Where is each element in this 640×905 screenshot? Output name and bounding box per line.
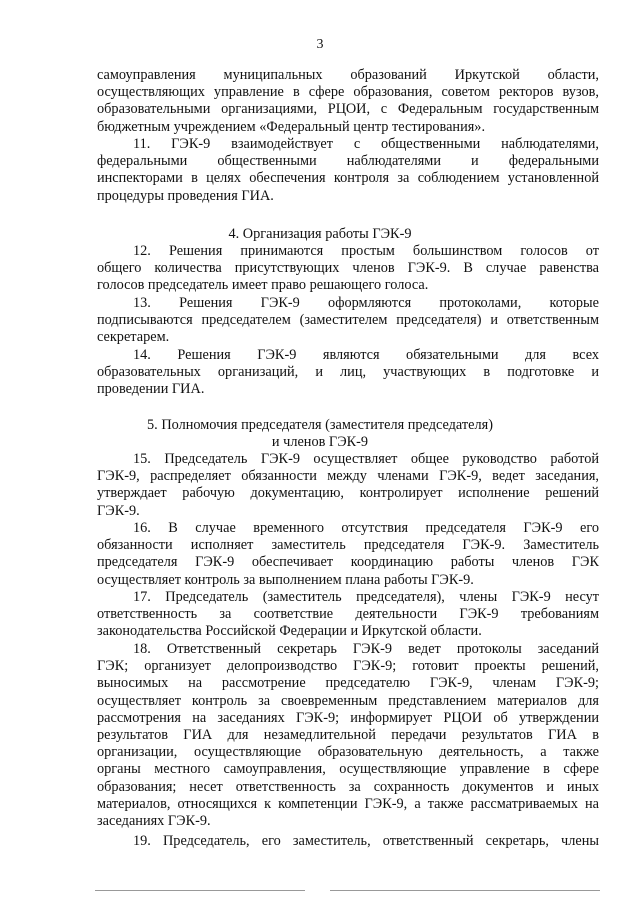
section-heading-4: 4. Организация работы ГЭК-9 (228, 226, 412, 242)
text-line: осуществляющих управление в сфере образования, советом ректоров вузов, (97, 84, 599, 101)
text-line: 16. В случае временного отсутствия председателя ГЭК-9 его (133, 520, 599, 536)
text-line: секретарем. (97, 329, 170, 346)
page-number: 3 (316, 37, 324, 52)
text-line: 13. Решения ГЭК-9 оформляются протоколами, которые (133, 295, 599, 311)
text-line: утверждает рабочую документацию, контролирует исполнение решений (97, 485, 599, 502)
text-line: 19. Председатель, его заместитель, ответственный секретарь, члены (133, 833, 599, 849)
text-line: обязанности исполняет заместитель председателя ГЭК-9. Заместитель (97, 537, 599, 554)
heading-line: 5. Полномочия председателя (заместителя председателя) (147, 417, 493, 433)
paragraph-18 (97, 641, 599, 830)
text-line: образования; несет ответственность за сохранность документов и иных (97, 778, 599, 795)
text-line: 17. Председатель (заместитель председателя), члены ГЭК-9 несут (133, 589, 599, 605)
text-line: ответственность за соответствие деятельности ГЭК-9 требованиям (97, 606, 599, 623)
text-line: результатов ГИА для незамедлительной передачи результатов ГИА в (97, 727, 599, 744)
text-line: образовательными организациями, РЦОИ, с Федеральным государственным (97, 101, 599, 118)
paragraph-14 (97, 347, 599, 399)
text-line: осуществляет контроль за своевременным представлением материалов для (97, 692, 599, 709)
paragraph-13 (97, 295, 599, 347)
text-line: осуществляет контроль за выполнением плана работы ГЭК-9. (97, 571, 474, 588)
text-line: 18. Ответственный секретарь ГЭК-9 ведет протоколы заседаний (133, 641, 599, 657)
text-line: самоуправления муниципальных образований Иркутской области, (97, 67, 599, 83)
text-line: рассмотрения на заседаниях ГЭК-9; информирует РЦОИ об утверждении (97, 709, 599, 726)
paragraph-15 (97, 451, 599, 520)
text-line: организации, осуществляющие образовательную деятельность, а также (97, 744, 599, 761)
text-line: ГЭК-9, распределяет обязанности между членами ГЭК-9, ведет заседания, (97, 468, 599, 485)
paragraph-10-continuation (97, 67, 599, 136)
text-line: процедуры проведения ГИА. (97, 187, 274, 204)
text-line: ГЭК-9. (97, 502, 140, 519)
paragraph-16 (97, 520, 599, 589)
text-line: бюджетным учреждением «Федеральный центр тестирования». (97, 118, 486, 135)
text-line: законодательства Российской Федерации и Иркутской области. (97, 623, 482, 640)
text-line: органы местного самоуправления, осуществляющие управление в сфере (97, 761, 599, 778)
section-heading-5 (0, 417, 640, 451)
paragraph-12 (97, 243, 599, 295)
text-line: выносимых на рассмотрение председателю ГЭК-9, членам ГЭК-9; (97, 675, 599, 692)
text-line: 14. Решения ГЭК-9 являются обязательными для всех (133, 347, 599, 363)
scan-edge-line (330, 890, 600, 891)
text-line: 11. ГЭК-9 взаимодействует с общественными наблюдателями, (133, 136, 599, 152)
text-line: общего количества присутствующих членов ГЭК-9. В случае равенства (97, 260, 599, 277)
text-line: ГЭК; организует делопроизводство ГЭК-9; готовит проекты решений, (97, 658, 599, 675)
text-line: голосов председатель имеет право решающего голоса. (97, 277, 429, 294)
text-line: подписываются председателем (заместителем председателя) и ответственным (97, 312, 599, 329)
text-line: 12. Решения принимаются простым большинством голосов от (133, 243, 599, 259)
text-line: проведении ГИА. (97, 381, 205, 398)
paragraph-17 (97, 589, 599, 641)
paragraph-11 (97, 136, 599, 205)
text-line: заседаниях ГЭК-9. (97, 813, 211, 830)
heading-line: и членов ГЭК-9 (271, 434, 369, 451)
scan-edge-line (95, 890, 305, 891)
text-line: материалов, относящихся к компетенции ГЭК-9, а также рассматриваемых на (97, 795, 599, 812)
text-line: председателя ГЭК-9 обеспечивает координацию работы членов ГЭК (97, 554, 599, 571)
text-line: федеральными общественными наблюдателями и федеральными (97, 153, 599, 170)
text-line: инспекторами в целях обеспечения контроля за соблюдением установленной (97, 170, 599, 187)
paragraph-19 (97, 833, 599, 850)
text-line: 15. Председатель ГЭК-9 осуществляет общее руководство работой (133, 451, 599, 467)
text-line: образовательных организаций, и лиц, участвующих в подготовке и (97, 364, 599, 381)
